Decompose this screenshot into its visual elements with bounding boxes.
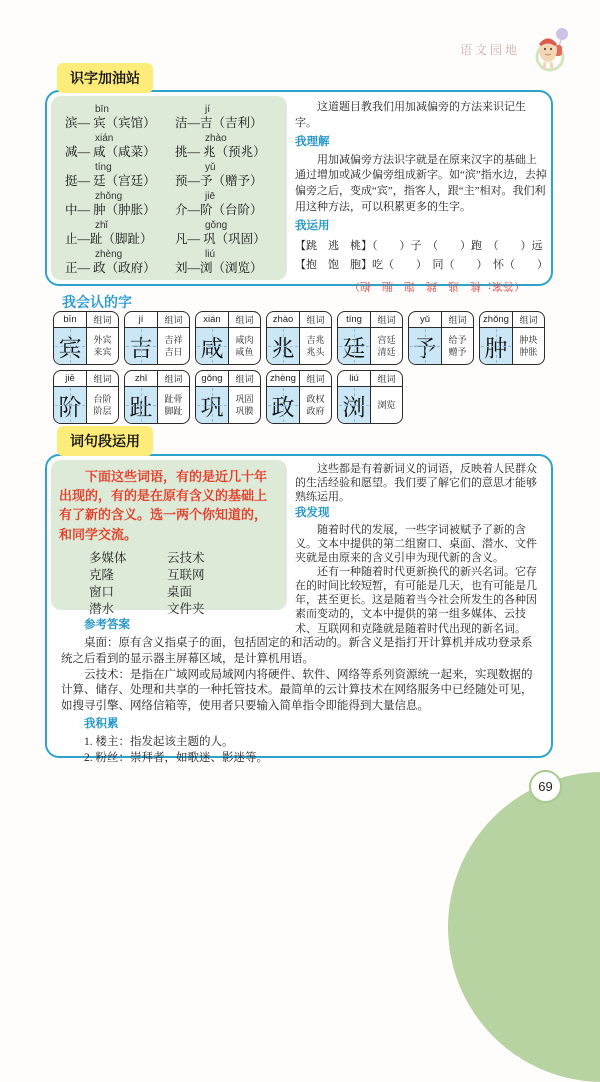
word-item: 潜水 bbox=[89, 601, 115, 616]
task-prompt: 下面这些词语，有的是近几十年出现的，有的是在原有含义的基础上有了新的含义。选一两个你知道的，和同学交流。 bbox=[59, 469, 268, 542]
unit-label: 语文园地 bbox=[459, 42, 520, 57]
page-number: 69 bbox=[529, 770, 562, 803]
pair-pinyin: zhǒng bbox=[95, 191, 123, 202]
pair-text: 中— 肿（肿胀） bbox=[65, 203, 156, 217]
pair-text: 止—趾（脚趾） bbox=[65, 232, 153, 246]
word-item: 云技术 bbox=[167, 550, 205, 565]
card-words: 巩固 巩膜 bbox=[235, 393, 254, 416]
pair-pinyin: jí bbox=[205, 104, 210, 115]
char-card bbox=[266, 311, 332, 365]
card-pinyin: jí bbox=[125, 312, 158, 328]
card-zuci-label: 组词 bbox=[87, 371, 118, 387]
card-words: 台阶 阶层 bbox=[93, 393, 112, 416]
card-zuci-label: 组词 bbox=[87, 312, 118, 328]
char-card bbox=[337, 311, 403, 365]
word-pair bbox=[65, 191, 175, 220]
pair-pinyin: zhèng bbox=[95, 249, 123, 260]
word-pair bbox=[175, 191, 285, 220]
card-words: 浏览 bbox=[377, 399, 396, 410]
word-pair bbox=[65, 104, 175, 133]
answer-heading: 参考答案 bbox=[84, 619, 130, 631]
char-card bbox=[124, 311, 190, 365]
pair-pinyin: jiē bbox=[205, 191, 216, 202]
pair-pinyin: yǔ bbox=[205, 162, 216, 173]
page-header bbox=[460, 24, 572, 74]
word-pair bbox=[65, 220, 175, 249]
accumulate-item: 2. 粉丝：崇拜者，如歌迷、影迷等。 bbox=[84, 751, 268, 764]
pair-text: 滨— 宾（宾馆） bbox=[65, 116, 156, 130]
word-pair bbox=[175, 104, 285, 133]
char-card bbox=[53, 311, 119, 365]
char-card bbox=[266, 370, 332, 424]
word-item: 多媒体 bbox=[89, 550, 127, 565]
understand-text: 用加减偏旁方法识字就是在原来汉字的基础上通过增加或减少偏旁组成新字。如“滨”指水边，去掉偏旁之后，变成“宾”，指客人，跟“主”相对。我们利用这种方法，可以积累更多的生字。 bbox=[295, 153, 547, 214]
section1-explanation bbox=[295, 100, 547, 293]
card-character: 宾 bbox=[54, 328, 87, 364]
card-pinyin: zhèng bbox=[267, 371, 300, 387]
section1-box bbox=[45, 90, 553, 293]
pair-pinyin: zhào bbox=[205, 133, 227, 144]
card-pinyin: xián bbox=[196, 312, 229, 328]
char-card bbox=[479, 311, 545, 365]
word-pair bbox=[175, 133, 285, 162]
exercise-line: 【抱 饱 胞】吃（ ） 同（ ） 怀（ ） bbox=[295, 259, 548, 272]
use-heading: 我运用 bbox=[295, 220, 330, 233]
pair-text: 洁—吉（吉利） bbox=[175, 116, 263, 130]
card-character: 予 bbox=[409, 328, 442, 364]
pair-text: 减— 咸（咸菜） bbox=[65, 145, 156, 159]
section3-task-panel bbox=[51, 460, 287, 616]
card-words: 吉祥 吉日 bbox=[164, 334, 183, 357]
word-pair bbox=[65, 162, 175, 191]
pair-text: 挑— 兆（预兆） bbox=[175, 145, 266, 159]
card-character: 廷 bbox=[338, 328, 371, 364]
card-words: 给予 赠予 bbox=[448, 334, 467, 357]
section3-intro: 这些都是有着新词义的词语，反映着人民群众的生活经验和愿望。我们要了解它们的意思才能够熟练运用。 bbox=[295, 463, 537, 504]
card-pinyin: zhǐ bbox=[125, 371, 158, 387]
section1-intro: 这道题目教我们用加减偏旁的方法来识记生字。 bbox=[295, 101, 526, 129]
card-character: 咸 bbox=[196, 328, 229, 364]
card-words: 吉兆 兆头 bbox=[306, 334, 325, 357]
word-item: 互联网 bbox=[167, 567, 205, 582]
card-character: 政 bbox=[267, 387, 300, 423]
word-list bbox=[89, 548, 279, 616]
upside-down-answer: （答案：桃 逃 跳 饱 胞 抱） bbox=[349, 280, 525, 293]
char-card bbox=[337, 370, 403, 424]
card-pinyin: bīn bbox=[54, 312, 87, 328]
card-pinyin: zhǒng bbox=[480, 312, 513, 328]
section3-box bbox=[45, 454, 553, 764]
accumulate-item: 1. 楼主：指发起该主题的人。 bbox=[84, 736, 234, 749]
pair-text: 凡— 巩（巩固） bbox=[175, 232, 266, 246]
word-item: 桌面 bbox=[167, 584, 193, 599]
pair-pinyin: xián bbox=[95, 133, 114, 144]
section-badge-shizi: 识字加油站 bbox=[57, 63, 153, 93]
card-character: 阶 bbox=[54, 387, 87, 423]
understand-heading: 我理解 bbox=[295, 135, 330, 148]
card-words: 外宾 来宾 bbox=[93, 334, 112, 357]
card-words: 趾骨 脚趾 bbox=[164, 393, 183, 416]
card-character: 巩 bbox=[196, 387, 229, 423]
card-zuci-label: 组词 bbox=[229, 371, 260, 387]
char-card bbox=[195, 370, 261, 424]
card-character: 趾 bbox=[125, 387, 158, 423]
accumulate-heading: 我积累 bbox=[84, 718, 119, 731]
card-pinyin: jiē bbox=[54, 371, 87, 387]
char-card bbox=[53, 370, 119, 424]
answer-paragraph: 桌面：原有含义指桌子的面，包括固定的和活动的。新含义是指打开计算机并成功登录系统之后看到的显示器主屏幕区域，是计算机用语。 bbox=[61, 636, 533, 665]
corner-decoration bbox=[448, 772, 600, 1082]
card-zuci-label: 组词 bbox=[300, 371, 331, 387]
word-pair bbox=[175, 220, 285, 249]
card-pinyin: tíng bbox=[338, 312, 371, 328]
pair-text: 刘—浏（浏览） bbox=[175, 261, 263, 275]
char-card bbox=[408, 311, 474, 365]
discover-paragraph: 随着时代的发展，一些字词被赋予了新的含义。文本中提供的第二组窗口、桌面、潜水、文件夹就是由原来的含义引申为现代新的含义。 bbox=[295, 523, 537, 565]
section-badge-ciju: 词句段运用 bbox=[57, 426, 153, 456]
card-pinyin: zhào bbox=[267, 312, 300, 328]
card-pinyin: liú bbox=[338, 371, 371, 387]
card-zuci-label: 组词 bbox=[371, 371, 402, 387]
card-words: 宫廷 清廷 bbox=[377, 334, 396, 357]
pair-text: 预—予（赠予） bbox=[175, 174, 263, 188]
word-item: 窗口 bbox=[89, 584, 115, 599]
card-words: 咸肉 咸鱼 bbox=[235, 334, 254, 357]
pair-text: 挺— 廷（宫廷） bbox=[65, 174, 156, 188]
section1-word-panel bbox=[51, 96, 287, 280]
section2-heading: 我会认的字 bbox=[62, 294, 132, 310]
card-character: 兆 bbox=[267, 328, 300, 364]
character-cards bbox=[53, 311, 553, 424]
answer-paragraph: 云技术：是指在广域网或局域网内将硬件、软件、网络等系列资源统一起来，实现数据的计算、储存、处理和共享的一种托管技术。最简单的云计算技术在网络服务中已经随处可见，如搜寻引擎、网络信箱等，使用者只要输入简单指令即能得到大量信息。 bbox=[61, 668, 533, 713]
discover-heading: 我发现 bbox=[295, 507, 330, 520]
card-zuci-label: 组词 bbox=[300, 312, 331, 328]
card-zuci-label: 组词 bbox=[371, 312, 402, 328]
word-pair bbox=[175, 249, 285, 278]
card-zuci-label: 组词 bbox=[442, 312, 473, 328]
card-words: 肿块 肿胀 bbox=[519, 334, 538, 357]
pair-pinyin: tíng bbox=[95, 162, 112, 173]
card-zuci-label: 组词 bbox=[513, 312, 544, 328]
card-zuci-label: 组词 bbox=[158, 371, 189, 387]
section3-explanation bbox=[295, 462, 547, 636]
word-item: 克隆 bbox=[89, 567, 115, 582]
card-words: 政权 政府 bbox=[306, 393, 325, 416]
char-card bbox=[195, 311, 261, 365]
pair-pinyin: liú bbox=[205, 249, 216, 260]
word-pair bbox=[65, 133, 175, 162]
card-zuci-label: 组词 bbox=[229, 312, 260, 328]
pair-text: 正— 政（政府） bbox=[65, 261, 156, 275]
word-pair bbox=[175, 162, 285, 191]
section3-answers bbox=[61, 616, 543, 767]
card-character: 肿 bbox=[480, 328, 513, 364]
exercise-line: 【跳 逃 桃】（ ）子 （ ）跑 （ ）远 bbox=[295, 239, 543, 252]
card-character: 浏 bbox=[338, 387, 371, 423]
word-item: 文件夹 bbox=[167, 601, 205, 616]
mascot-icon bbox=[528, 24, 572, 74]
card-zuci-label: 组词 bbox=[158, 312, 189, 328]
discover-paragraph: 还有一种随着时代更新换代的新兴名词。它存在的时间比较短暂，有可能是几天，也有可能是几年，甚至更长。这是随着当今社会所发生的各种因素而变动的，文本中提供的第一组多媒体、云技术、互联网和克隆就是随着时代出现的新名词。 bbox=[295, 566, 537, 635]
pair-pinyin: bīn bbox=[95, 104, 109, 115]
card-pinyin: yǔ bbox=[409, 312, 442, 328]
pair-pinyin: zhǐ bbox=[95, 220, 108, 231]
pair-pinyin: gǒng bbox=[205, 220, 228, 231]
pair-text: 介—阶（台阶） bbox=[175, 203, 263, 217]
card-character: 吉 bbox=[125, 328, 158, 364]
char-card bbox=[124, 370, 190, 424]
word-pair bbox=[65, 249, 175, 278]
card-pinyin: gǒng bbox=[196, 371, 229, 387]
